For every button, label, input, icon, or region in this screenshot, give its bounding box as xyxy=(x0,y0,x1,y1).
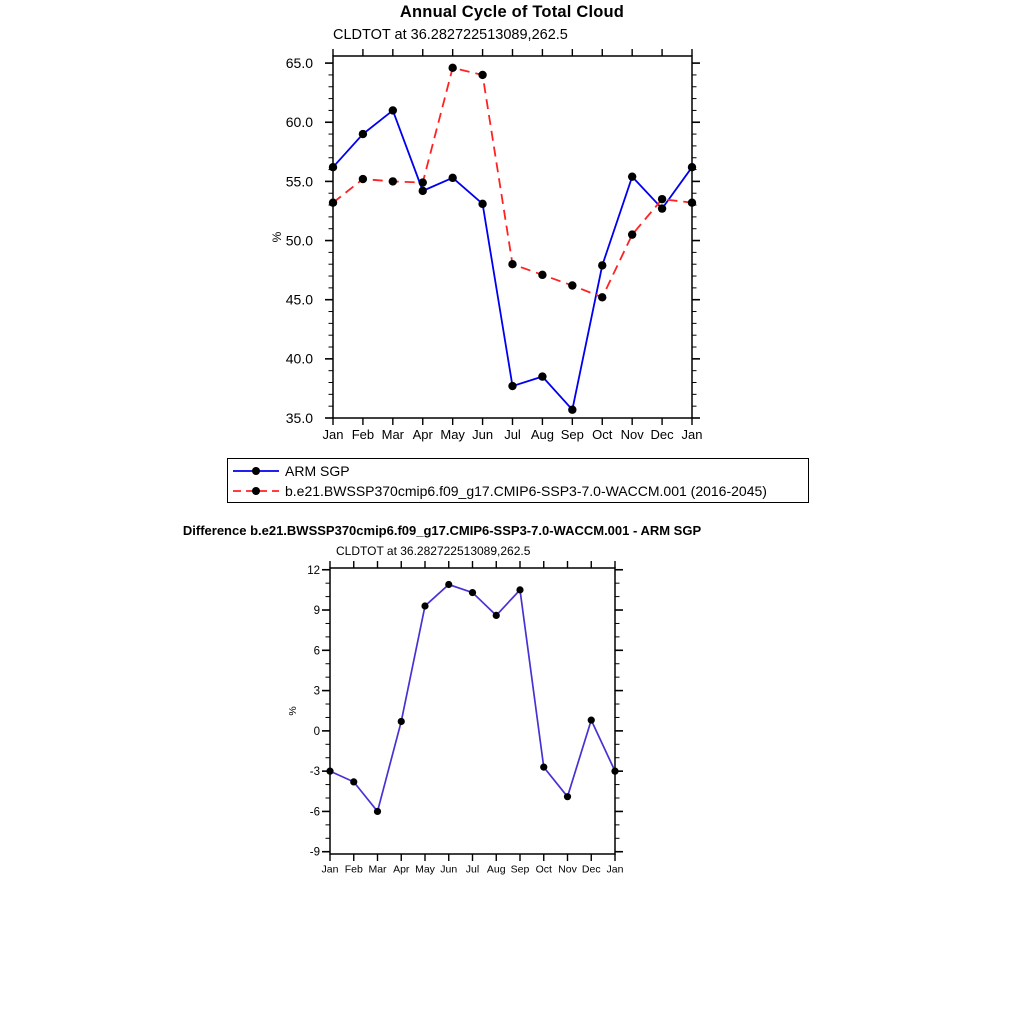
plot-frame xyxy=(330,568,615,854)
x-tick-label: Aug xyxy=(486,863,506,876)
x-tick-label: Feb xyxy=(344,863,363,876)
top-chart-title: Annual Cycle of Total Cloud xyxy=(399,3,625,21)
legend-line-sample-blue xyxy=(232,461,280,481)
data-point-marker xyxy=(329,198,337,206)
y-tick-label: 3 xyxy=(313,685,320,698)
data-point-marker xyxy=(568,281,576,289)
data-point-marker xyxy=(326,768,333,775)
data-point-marker xyxy=(419,187,427,195)
bottom-chart-plot xyxy=(260,552,660,887)
x-tick-label: Jan xyxy=(321,863,339,876)
data-point-marker xyxy=(568,406,576,414)
data-point-marker xyxy=(469,589,476,596)
data-point-marker xyxy=(598,261,606,269)
data-point-marker xyxy=(359,130,367,138)
x-tick-label: Oct xyxy=(592,427,613,442)
data-point-marker xyxy=(478,71,486,79)
x-tick-label: Dec xyxy=(581,863,601,876)
x-tick-label: Nov xyxy=(558,863,577,876)
x-tick-label: Nov xyxy=(620,427,644,442)
x-tick-label: May xyxy=(415,863,435,876)
top-chart-plot xyxy=(250,40,770,450)
data-point-marker xyxy=(516,586,523,593)
data-point-marker xyxy=(611,768,618,775)
data-point-marker xyxy=(445,581,452,588)
data-point-marker xyxy=(598,293,606,301)
x-tick-label: Sep xyxy=(560,427,584,442)
legend-sample-marker xyxy=(252,487,260,495)
y-tick-label: -3 xyxy=(309,766,320,779)
data-point-marker xyxy=(564,793,571,800)
x-tick-label: Mar xyxy=(368,863,387,876)
legend-line-sample-red-dashed xyxy=(232,481,280,501)
data-point-marker xyxy=(508,260,516,268)
legend-label-model: b.e21.BWSSP370cmip6.f09_g17.CMIP6-SSP3-7.0-WACCM.001 (2016-2045) xyxy=(285,483,767,499)
data-point-marker xyxy=(350,778,357,785)
data-point-marker xyxy=(329,163,337,171)
y-tick-label: 0 xyxy=(313,725,320,738)
legend-entry-arm-sgp xyxy=(232,461,808,481)
data-point-marker xyxy=(540,764,547,771)
data-point-marker xyxy=(628,172,636,180)
data-point-marker xyxy=(658,195,666,203)
legend-box xyxy=(227,458,809,503)
data-point-marker xyxy=(389,106,397,114)
data-point-marker xyxy=(688,198,696,206)
y-tick-label: 60.0 xyxy=(285,114,313,131)
data-point-marker xyxy=(448,64,456,72)
y-tick-label: 55.0 xyxy=(285,173,313,190)
x-tick-label: Apr xyxy=(412,427,433,442)
x-tick-label: May xyxy=(440,427,465,442)
x-tick-label: Sep xyxy=(510,863,530,876)
x-tick-label: Jan xyxy=(681,427,703,442)
y-axis-label: % xyxy=(270,231,284,243)
legend-sample-marker xyxy=(252,467,260,475)
y-tick-label: 40.0 xyxy=(285,350,313,367)
x-tick-label: Jan xyxy=(606,863,624,876)
data-point-marker xyxy=(478,200,486,208)
y-tick-label: 50.0 xyxy=(285,232,313,249)
data-point-marker xyxy=(359,175,367,183)
x-tick-label: Mar xyxy=(381,427,405,442)
x-tick-label: Apr xyxy=(393,863,410,876)
series-line-solid xyxy=(330,585,615,812)
data-point-marker xyxy=(538,271,546,279)
data-point-marker xyxy=(419,178,427,186)
plot-frame xyxy=(333,56,692,418)
y-tick-label: 45.0 xyxy=(285,291,313,308)
data-point-marker xyxy=(688,163,696,171)
x-tick-label: Jul xyxy=(465,863,480,876)
data-point-marker xyxy=(588,717,595,724)
data-point-marker xyxy=(389,177,397,185)
y-tick-label: 65.0 xyxy=(285,54,313,71)
x-tick-label: Aug xyxy=(530,427,554,442)
data-point-marker xyxy=(658,204,666,212)
data-point-marker xyxy=(508,382,516,390)
y-tick-label: 9 xyxy=(313,605,320,618)
bottom-chart-subtitle: CLDTOT at 36.282722513089,262.5 xyxy=(336,544,531,558)
data-point-marker xyxy=(448,174,456,182)
x-tick-label: Oct xyxy=(535,863,552,876)
data-point-marker xyxy=(493,612,500,619)
top-chart-subtitle: CLDTOT at 36.282722513089,262.5 xyxy=(333,27,568,43)
legend-label-arm-sgp: ARM SGP xyxy=(285,463,350,479)
legend-entry-model xyxy=(232,481,808,501)
y-tick-label: 35.0 xyxy=(285,409,313,426)
y-tick-label: 12 xyxy=(307,564,320,577)
x-tick-label: Dec xyxy=(650,427,674,442)
data-point-marker xyxy=(421,602,428,609)
data-point-marker xyxy=(538,372,546,380)
x-tick-label: Jul xyxy=(504,427,521,442)
y-tick-label: 6 xyxy=(313,645,320,658)
bottom-chart-title: Difference b.e21.BWSSP370cmip6.f09_g17.CMIP6-SSP3-7.0-WACCM.001 - ARM SGP xyxy=(182,523,702,538)
x-tick-label: Jan xyxy=(322,427,344,442)
data-point-marker xyxy=(398,718,405,725)
data-point-marker xyxy=(628,230,636,238)
x-tick-label: Jun xyxy=(440,863,458,876)
y-axis-label: % xyxy=(287,706,299,716)
x-tick-label: Feb xyxy=(351,427,375,442)
y-tick-label: -9 xyxy=(309,846,320,859)
x-tick-label: Jun xyxy=(472,427,494,442)
y-tick-label: -6 xyxy=(309,806,320,819)
data-point-marker xyxy=(374,808,381,815)
